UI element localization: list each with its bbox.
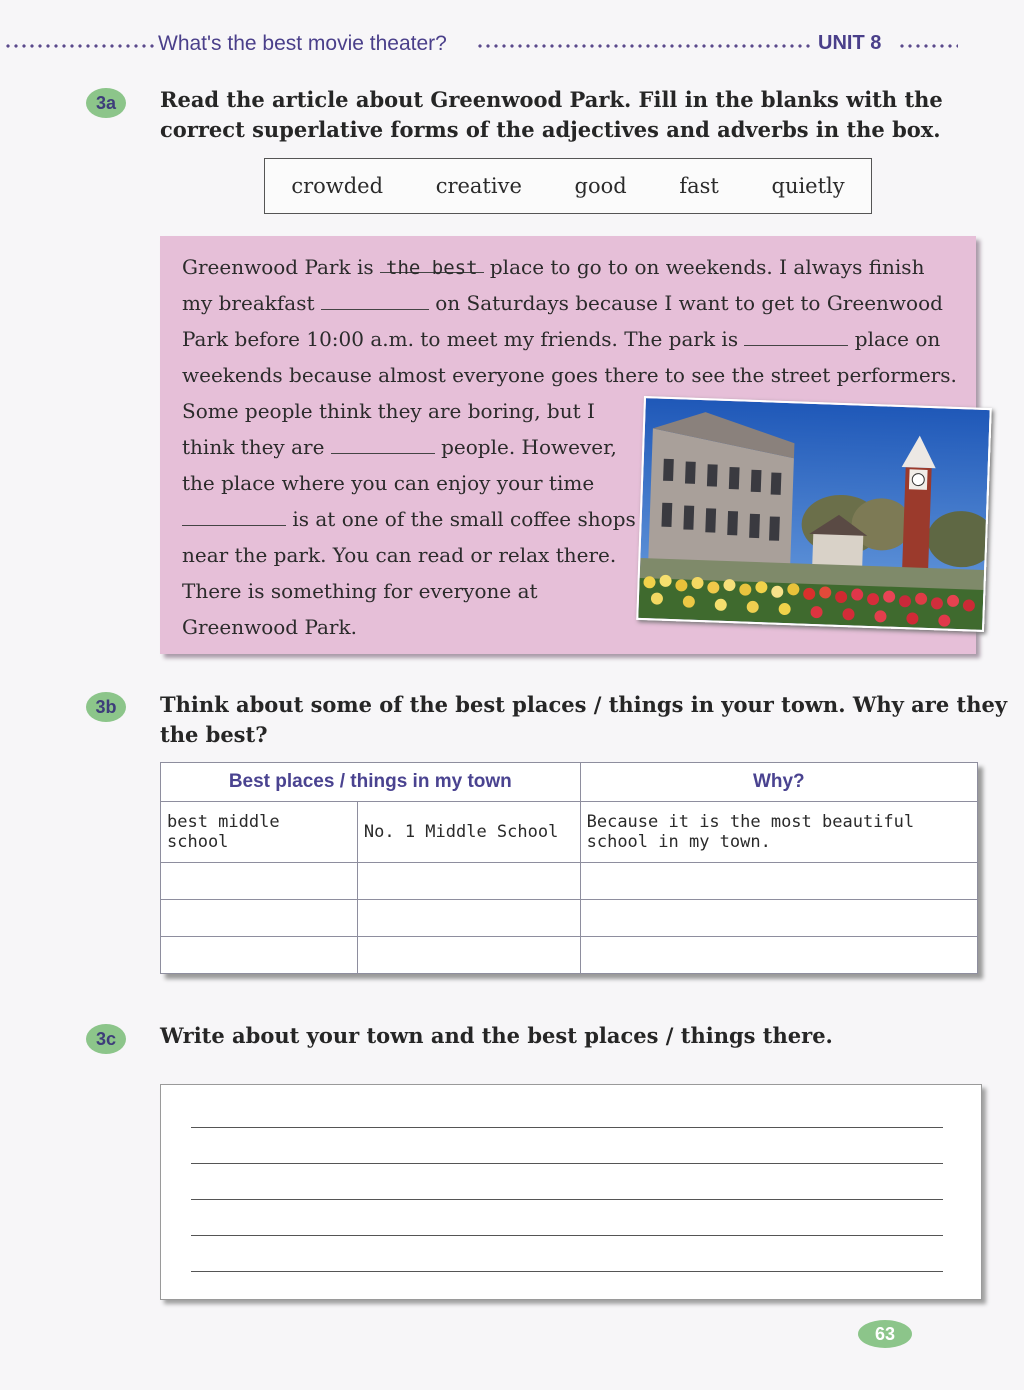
article-line: There is something for everyone at — [182, 579, 538, 603]
park-photo — [636, 396, 992, 632]
best-places-table — [160, 762, 978, 974]
page-header — [0, 30, 1024, 60]
article-line: Park before 10:00 a.m. to meet my friends. The park is place on — [182, 321, 940, 357]
table-cell-empty[interactable] — [357, 937, 580, 974]
header-dots-middle — [476, 43, 812, 49]
table-cell-empty[interactable] — [161, 863, 358, 900]
park-photo-illustration — [638, 398, 989, 630]
article-line: is at one of the small coffee shops — [182, 501, 636, 537]
article-line: weekends because almost everyone goes there to see the street performers. — [182, 363, 957, 387]
badge-3a: 3a — [86, 88, 126, 118]
table-cell-empty[interactable] — [161, 900, 358, 937]
table-cell-empty[interactable] — [580, 900, 977, 937]
blank-field[interactable] — [331, 431, 435, 454]
blank-field[interactable] — [321, 287, 429, 310]
table-cell-place: No. 1 Middle School — [357, 802, 580, 863]
article-line: near the park. You can read or relax there. — [182, 543, 617, 567]
instruction-3b-line1: Think about some of the best places / things in your town. Why are they — [160, 692, 1008, 717]
writing-line — [191, 1163, 943, 1164]
table-cell-empty[interactable] — [161, 937, 358, 974]
word-item: crowded — [291, 174, 384, 198]
instruction-3a-line2: correct superlative forms of the adjectives and adverbs in the box. — [160, 117, 941, 142]
table-row — [161, 900, 978, 937]
writing-line — [191, 1127, 943, 1128]
table-row — [161, 937, 978, 974]
header-dots-right — [898, 43, 958, 49]
table-header-row — [161, 763, 978, 802]
instruction-3c: Write about your town and the best places / things there. — [160, 1023, 833, 1048]
table-header-places: Best places / things in my town — [161, 763, 581, 802]
header-unit: UNIT 8 — [818, 32, 882, 54]
writing-line — [191, 1199, 943, 1200]
table-cell-empty[interactable] — [580, 937, 977, 974]
badge-3c: 3c — [86, 1024, 126, 1054]
word-item: creative — [435, 174, 522, 198]
word-item: good — [574, 174, 627, 198]
writing-line — [191, 1235, 943, 1236]
header-title: What's the best movie theater? — [158, 32, 447, 55]
instruction-3a — [160, 85, 943, 145]
table-row — [161, 863, 978, 900]
filled-blank: the best — [380, 250, 484, 273]
table-cell-empty[interactable] — [580, 863, 977, 900]
article-line: Greenwood Park. — [182, 615, 357, 639]
writing-line — [191, 1271, 943, 1272]
word-box — [264, 158, 872, 214]
word-item: quietly — [771, 174, 845, 198]
table-cell-empty[interactable] — [357, 863, 580, 900]
table-row — [161, 802, 978, 863]
instruction-3b-line2: the best? — [160, 722, 268, 747]
article-line: Greenwood Park is the best place to go to on weekends. I always finish — [182, 249, 924, 285]
table-cell-empty[interactable] — [357, 900, 580, 937]
word-item: fast — [679, 174, 719, 198]
table-cell-category: best middle school — [161, 802, 358, 863]
writing-area[interactable] — [160, 1084, 982, 1300]
article-line: my breakfast on Saturdays because I want to get to Greenwood — [182, 285, 943, 321]
article-line: the place where you can enjoy your time — [182, 471, 595, 495]
instruction-3b — [160, 690, 1007, 750]
header-dots-left — [4, 43, 154, 49]
blank-field[interactable] — [744, 323, 848, 346]
blank-field[interactable] — [182, 503, 286, 526]
badge-3b: 3b — [86, 692, 126, 722]
page-number: 63 — [858, 1320, 912, 1348]
table-header-why: Why? — [580, 763, 977, 802]
article-line: think they are people. However, — [182, 429, 617, 465]
table-cell-reason: Because it is the most beautiful school in my town. — [580, 802, 977, 863]
article-line: Some people think they are boring, but I — [182, 399, 595, 423]
instruction-3a-line1: Read the article about Greenwood Park. Fill in the blanks with the — [160, 87, 943, 112]
